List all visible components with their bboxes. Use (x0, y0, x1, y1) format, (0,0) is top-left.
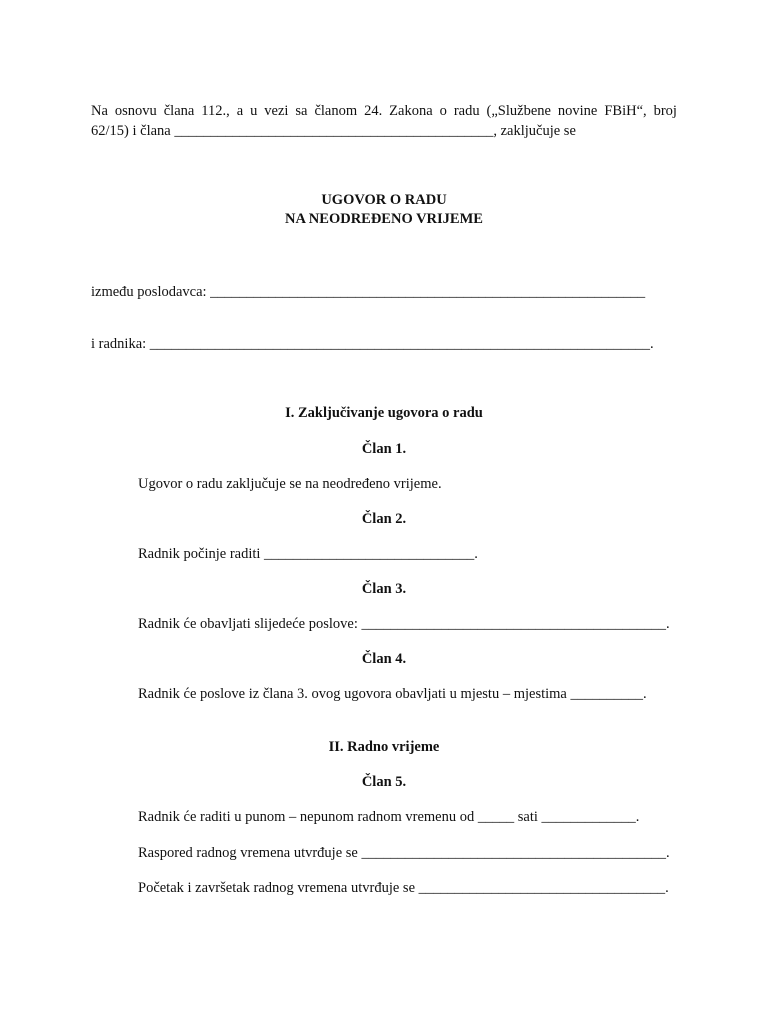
article-title-2: Član 2. (361, 511, 407, 527)
article-title-1: Član 1. (361, 441, 407, 457)
article-text-5-start-end: Početak i završetak radnog vremena utvrđuje se __________________________________. (138, 880, 669, 896)
employee-field: i radnika: _____________________________________________________________________. (91, 336, 654, 352)
intro-paragraph (91, 101, 677, 141)
article-text-2: Radnik počinje raditi _____________________________. (138, 546, 478, 562)
article-text-1: Ugovor o radu zaključuje se na neodređeno vrijeme. (138, 476, 442, 492)
article-title-4: Član 4. (361, 651, 407, 667)
article-title-3: Član 3. (361, 581, 407, 597)
section-heading-2: II. Radno vrijeme (328, 739, 440, 755)
document-title: UGOVOR O RADU (321, 192, 447, 208)
intro-line-1: Na osnovu člana 112., a u vezi sa članom 24. Zakona o radu („Službene novine FBiH“, broj (91, 103, 677, 119)
article-text-3: Radnik će obavljati slijedeće poslove: __________________________________________. (138, 616, 670, 632)
article-text-5-schedule: Raspored radnog vremena utvrđuje se __________________________________________. (138, 845, 670, 861)
article-text-5: Radnik će raditi u punom – nepunom radnom vremenu od _____ sati _____________. (138, 809, 640, 825)
document-subtitle: NA NEODREĐENO VRIJEME (285, 211, 483, 227)
intro-line-2: 62/15) i člana ____________________________________________, zaključuje se (91, 123, 576, 139)
article-text-4: Radnik će poslove iz člana 3. ovog ugovora obavljati u mjestu – mjestima __________. (138, 686, 647, 702)
employer-field: između poslodavca: ____________________________________________________________ (91, 284, 646, 300)
section-heading-1: I. Zaključivanje ugovora o radu (285, 405, 483, 421)
article-title-5: Član 5. (361, 774, 407, 790)
